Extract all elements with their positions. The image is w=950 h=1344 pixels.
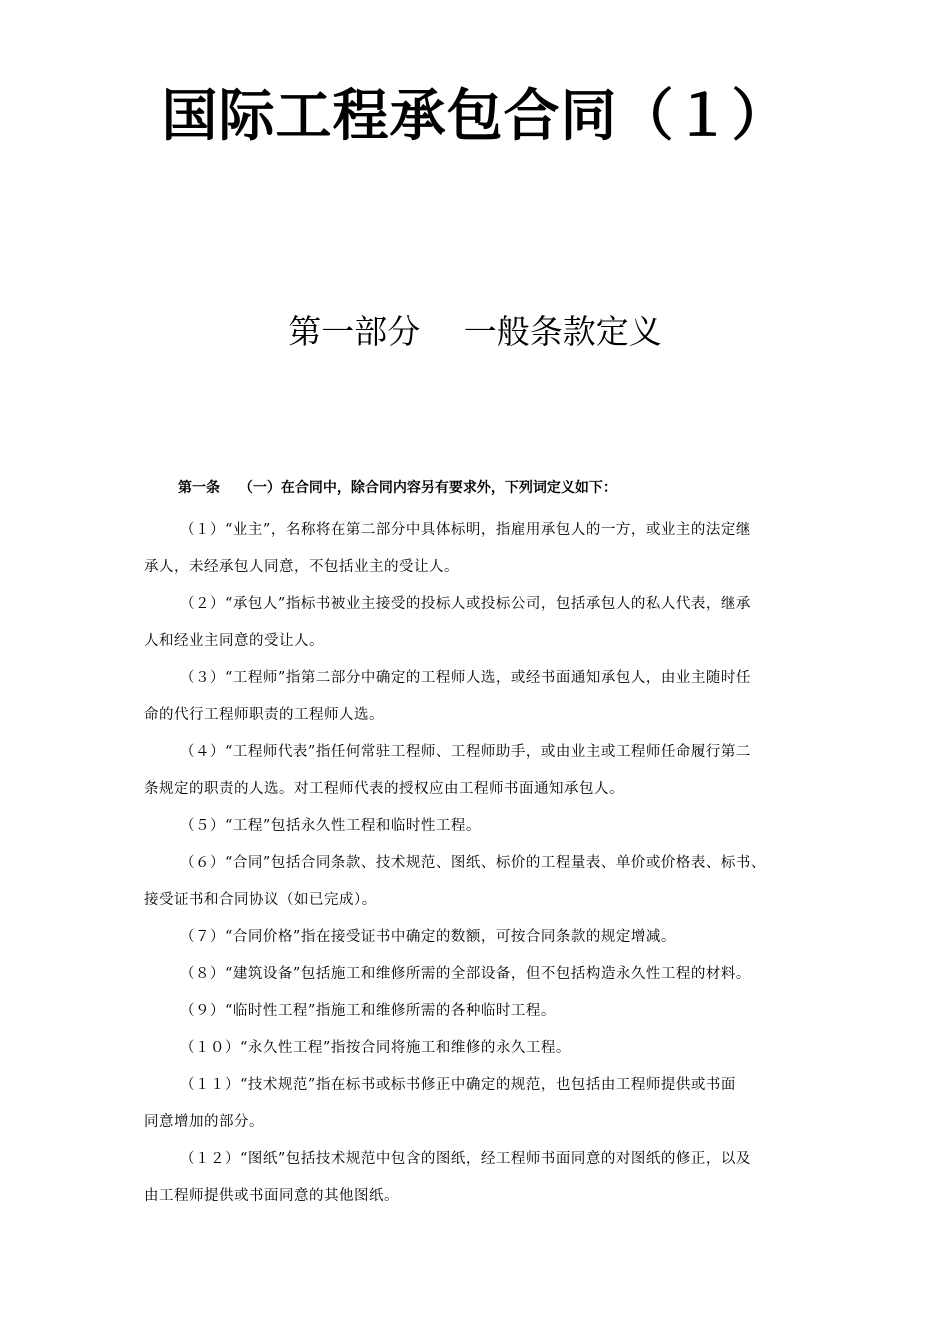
definition-line: 条规定的职责的人选。对工程师代表的授权应由工程师书面通知承包人。 [144, 781, 624, 797]
definition-item-5 [144, 808, 809, 845]
definition-line: 接受证书和合同协议（如已完成）。 [144, 892, 377, 908]
definition-line: （１）“业主”，名称将在第二部分中具体标明，指雇用承包人的一方，或业主的法定继 [180, 522, 751, 538]
definition-line: 由工程师提供或书面同意的其他图纸。 [144, 1188, 399, 1204]
part-heading: 第一部分 一般条款定义 [288, 312, 662, 351]
definition-line: （７）“合同价格”指在接受证书中确定的数额，可按合同条款的规定增减。 [180, 929, 676, 945]
definition-item-4 [144, 734, 809, 808]
definition-line: （１０）“永久性工程”指按合同将施工和维修的永久工程。 [180, 1040, 571, 1056]
definition-item-8 [144, 956, 809, 993]
definitions-list [144, 512, 809, 1215]
definition-line: （８）“建筑设备”包括施工和维修所需的全部设备，但不包括构造永久性工程的材料。 [180, 966, 751, 982]
page-title: 国际工程承包合同（１） [161, 84, 789, 149]
definition-line: （１１）“技术规范”指在标书或标书修正中确定的规范，也包括由工程师提供或书面 [180, 1077, 736, 1093]
definition-item-3 [144, 660, 809, 734]
definition-line: 命的代行工程师职责的工程师人选。 [144, 707, 384, 723]
definition-line: （９）“临时性工程”指施工和维修所需的各种临时工程。 [180, 1003, 556, 1019]
definition-line: （６）“合同”包括合同条款、技术规范、图纸、标价的工程量表、单价或价格表、标书、 [180, 855, 766, 871]
definition-line: 同意增加的部分。 [144, 1114, 264, 1130]
definition-item-10 [144, 1030, 809, 1067]
definition-line: （１２）“图纸”包括技术规范中包含的图纸，经工程师书面同意的对图纸的修正，以及 [180, 1151, 751, 1167]
definition-item-6 [144, 845, 809, 919]
article-heading: 第一条 （一）在合同中，除合同内容另有要求外，下列词定义如下： [178, 480, 617, 496]
definition-line: （２）“承包人”指标书被业主接受的投标人或投标公司，包括承包人的私人代表，继承 [180, 596, 751, 612]
definition-line: （４）“工程师代表”指任何常驻工程师、工程师助手，或由业主或工程师任命履行第二 [180, 744, 751, 760]
definition-item-2 [144, 586, 809, 660]
definition-line: 承人，未经承包人同意，不包括业主的受让人。 [144, 559, 459, 575]
definition-line: （３）“工程师”指第二部分中确定的工程师人选，或经书面通知承包人，由业主随时任 [180, 670, 751, 686]
definition-item-9 [144, 993, 809, 1030]
definition-line: 人和经业主同意的受让人。 [144, 633, 324, 649]
definition-item-11 [144, 1067, 809, 1141]
definition-item-12 [144, 1141, 809, 1215]
definition-item-7 [144, 919, 809, 956]
definition-line: （５）“工程”包括永久性工程和临时性工程。 [180, 818, 481, 834]
definition-item-1 [144, 512, 809, 586]
